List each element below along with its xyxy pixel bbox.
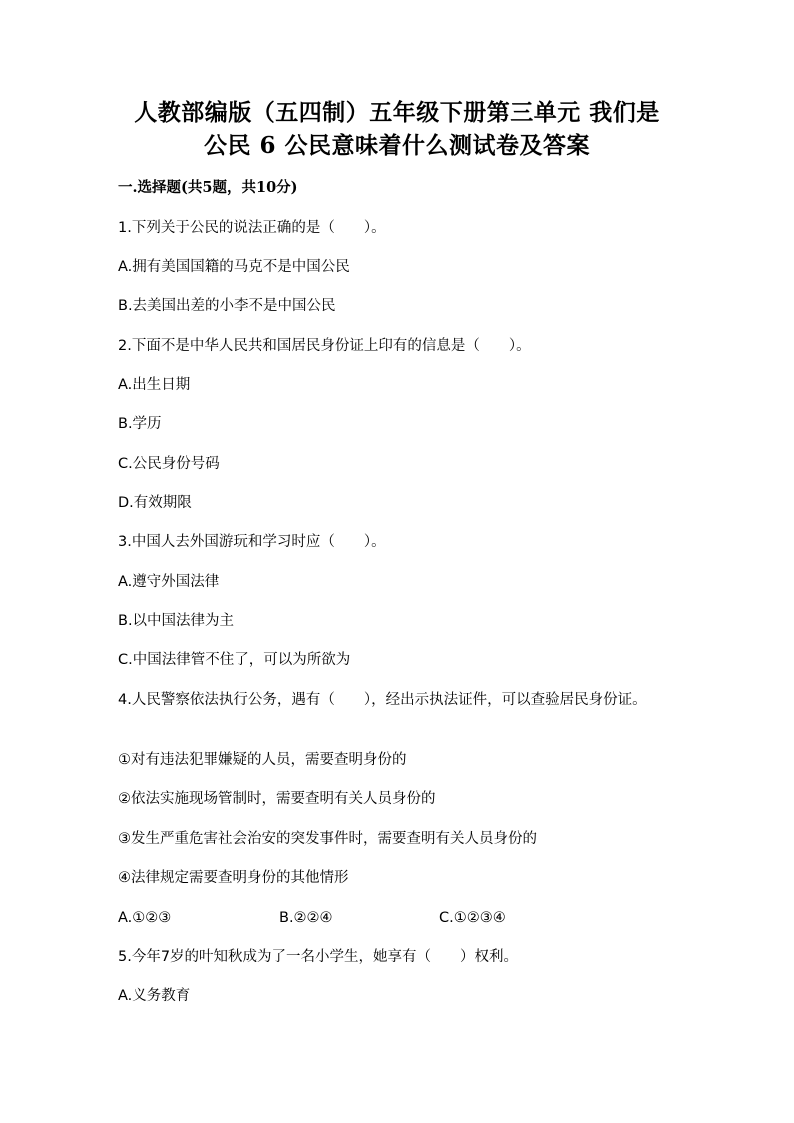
question-4-option-a: A.①②③ — [118, 910, 172, 926]
question-4-option-c: C.①②③④ — [439, 910, 506, 926]
question-3-stem: 3.中国人去外国游玩和学习时应（ ）。 — [118, 534, 386, 550]
question-2-option-b: B.学历 — [118, 416, 162, 432]
question-1-option-a: A.拥有美国国籍的马克不是中国公民 — [118, 259, 350, 275]
question-2-option-c: C.公民身份号码 — [118, 456, 220, 472]
question-2-stem: 2.下面不是中华人民共和国居民身份证上印有的信息是（ ）。 — [118, 338, 531, 354]
question-4-option-b: B.②②④ — [279, 910, 333, 926]
question-4-item-3: ③发生严重危害社会治安的突发事件时，需要查明有关人员身份的 — [118, 831, 537, 847]
question-3-option-b: B.以中国法律为主 — [118, 613, 235, 629]
document-title-line-2: 公民 6 公民意味着什么测试卷及答案 — [203, 132, 591, 159]
question-4-item-2: ②依法实施现场管制时，需要查明有关人员身份的 — [118, 791, 436, 807]
question-3-option-a: A.遵守外国法律 — [118, 574, 220, 590]
question-1-option-b: B.去美国出差的小李不是中国公民 — [118, 298, 336, 314]
question-4-item-1: ①对有违法犯罪嫌疑的人员，需要查明身份的 — [118, 752, 407, 768]
question-2-option-d: D.有效期限 — [118, 495, 192, 511]
question-4-stem: 4.人民警察依法执行公务，遇有（ ），经出示执法证件，可以查验居民身份证。 — [118, 692, 647, 708]
document-title-line-1: 人教部编版（五四制）五年级下册第三单元 我们是 — [134, 99, 660, 126]
question-4-item-4: ④法律规定需要查明身份的其他情形 — [118, 870, 349, 886]
question-5-option-a: A.义务教育 — [118, 988, 191, 1004]
question-5-stem: 5.今年7岁的叶知秋成为了一名小学生，她享有（ ）权利。 — [118, 949, 519, 965]
question-2-option-a: A.出生日期 — [118, 377, 191, 393]
section-heading: 一.选择题(共5题，共10分) — [118, 179, 298, 196]
question-1-stem: 1.下列关于公民的说法正确的是（ ）。 — [118, 220, 386, 236]
question-3-option-c: C.中国法律管不住了，可以为所欲为 — [118, 652, 351, 668]
